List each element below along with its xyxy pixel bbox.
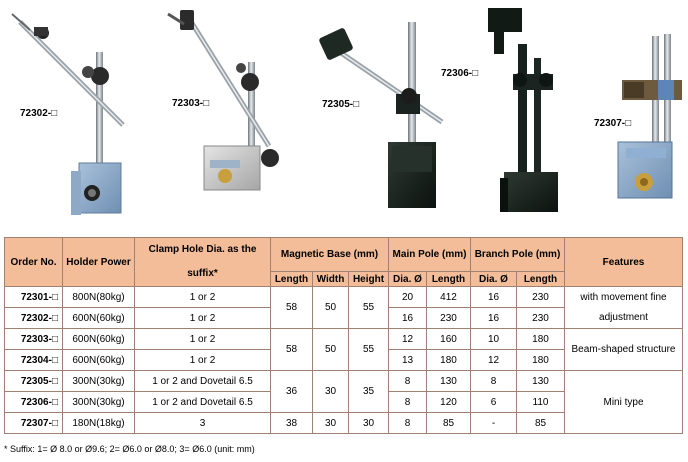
main-dia-cell: 8 (389, 392, 427, 413)
holder-power-cell: 180N(18kg) (63, 413, 135, 434)
product-photos (0, 0, 688, 230)
header-branch-length: Length (517, 272, 565, 287)
header-features: Features (565, 238, 683, 287)
order-no-cell: 72301-□ (5, 287, 63, 308)
branch-length-cell: 230 (517, 287, 565, 308)
main-length-cell: 160 (427, 329, 471, 350)
order-no-cell: 72302-□ (5, 308, 63, 329)
branch-dia-cell: 16 (471, 308, 517, 329)
branch-length-cell: 180 (517, 350, 565, 371)
stand-illustrations (0, 0, 688, 230)
header-base-length: Length (271, 272, 313, 287)
base-height-cell: 55 (349, 287, 389, 329)
branch-dia-cell: 16 (471, 287, 517, 308)
clamp-hole-cell: 1 or 2 and Dovetail 6.5 (135, 371, 271, 392)
stand-72306-image (488, 8, 558, 212)
header-magnetic-base: Magnetic Base (mm) (271, 238, 389, 272)
main-length-cell: 230 (427, 308, 471, 329)
base-length-cell: 58 (271, 287, 313, 329)
table-header-row (5, 238, 683, 272)
branch-dia-cell: 6 (471, 392, 517, 413)
base-length-cell: 36 (271, 371, 313, 413)
photo-label-72306: 72306-□ (441, 68, 479, 79)
main-dia-cell: 16 (389, 308, 427, 329)
stand-72307-image (618, 34, 682, 198)
main-dia-cell: 12 (389, 329, 427, 350)
clamp-hole-cell: 1 or 2 (135, 329, 271, 350)
branch-dia-cell: - (471, 413, 517, 434)
table-row (5, 371, 683, 392)
photo-label-72303: 72303-□ (172, 98, 210, 109)
header-branch-pole: Branch Pole (mm) (471, 238, 565, 272)
branch-dia-cell: 8 (471, 371, 517, 392)
features-mini-cell: Mini type (565, 371, 683, 434)
main-dia-cell: 13 (389, 350, 427, 371)
order-no-cell: 72304-□ (5, 350, 63, 371)
header-base-width: Width (313, 272, 349, 287)
base-width-cell: 30 (313, 413, 349, 434)
base-height-cell: 30 (349, 413, 389, 434)
branch-length-cell: 180 (517, 329, 565, 350)
features-beam-cell: Beam-shaped structure (565, 329, 683, 371)
order-no-cell: 72305-□ (5, 371, 63, 392)
table-row (5, 287, 683, 308)
clamp-hole-cell: 1 or 2 (135, 287, 271, 308)
branch-length-cell: 130 (517, 371, 565, 392)
base-length-cell: 38 (271, 413, 313, 434)
holder-power-cell: 600N(60kg) (63, 308, 135, 329)
main-length-cell: 120 (427, 392, 471, 413)
features-movement-line1: with movement fine (580, 291, 667, 303)
photo-label-72302: 72302-□ (20, 108, 58, 119)
branch-dia-cell: 12 (471, 350, 517, 371)
holder-power-cell: 800N(80kg) (63, 287, 135, 308)
features-movement-line2: adjustment (599, 311, 648, 323)
header-base-height: Height (349, 272, 389, 287)
clamp-hole-cell: 3 (135, 413, 271, 434)
main-length-cell: 85 (427, 413, 471, 434)
main-dia-cell: 8 (389, 413, 427, 434)
order-no-cell: 72307-□ (5, 413, 63, 434)
branch-length-cell: 230 (517, 308, 565, 329)
base-width-cell: 50 (313, 329, 349, 371)
header-order-no: Order No. (5, 238, 63, 287)
order-no-cell: 72306-□ (5, 392, 63, 413)
order-no-cell: 72303-□ (5, 329, 63, 350)
features-movement-cell (565, 287, 683, 329)
main-length-cell: 180 (427, 350, 471, 371)
header-main-length: Length (427, 272, 471, 287)
header-holder-power: Holder Power (63, 238, 135, 287)
branch-dia-cell: 10 (471, 329, 517, 350)
main-length-cell: 130 (427, 371, 471, 392)
clamp-hole-cell: 1 or 2 (135, 350, 271, 371)
main-dia-cell: 8 (389, 371, 427, 392)
clamp-hole-cell: 1 or 2 and Dovetail 6.5 (135, 392, 271, 413)
header-main-pole: Main Pole (mm) (389, 238, 471, 272)
header-clamp-hole: Clamp Hole Dia. as the suffix* (135, 238, 271, 287)
header-main-dia: Dia. Ø (389, 272, 427, 287)
base-width-cell: 50 (313, 287, 349, 329)
photo-label-72305: 72305-□ (322, 99, 360, 110)
base-width-cell: 30 (313, 371, 349, 413)
photo-label-72307: 72307-□ (594, 118, 632, 129)
holder-power-cell: 600N(60kg) (63, 350, 135, 371)
holder-power-cell: 600N(60kg) (63, 329, 135, 350)
suffix-footnote: * Suffix: 1= Ø 8.0 or Ø9.6; 2= Ø6.0 or Ø8.0; 3= Ø6.0 (unit: mm) (4, 444, 255, 454)
base-height-cell: 35 (349, 371, 389, 413)
holder-power-cell: 300N(30kg) (63, 371, 135, 392)
base-height-cell: 55 (349, 329, 389, 371)
spec-table (4, 237, 683, 434)
branch-length-cell: 110 (517, 392, 565, 413)
branch-length-cell: 85 (517, 413, 565, 434)
clamp-hole-cell: 1 or 2 (135, 308, 271, 329)
base-length-cell: 58 (271, 329, 313, 371)
stand-72305-image (318, 22, 442, 208)
main-length-cell: 412 (427, 287, 471, 308)
holder-power-cell: 300N(30kg) (63, 392, 135, 413)
main-dia-cell: 20 (389, 287, 427, 308)
table-row (5, 329, 683, 350)
header-branch-dia: Dia. Ø (471, 272, 517, 287)
